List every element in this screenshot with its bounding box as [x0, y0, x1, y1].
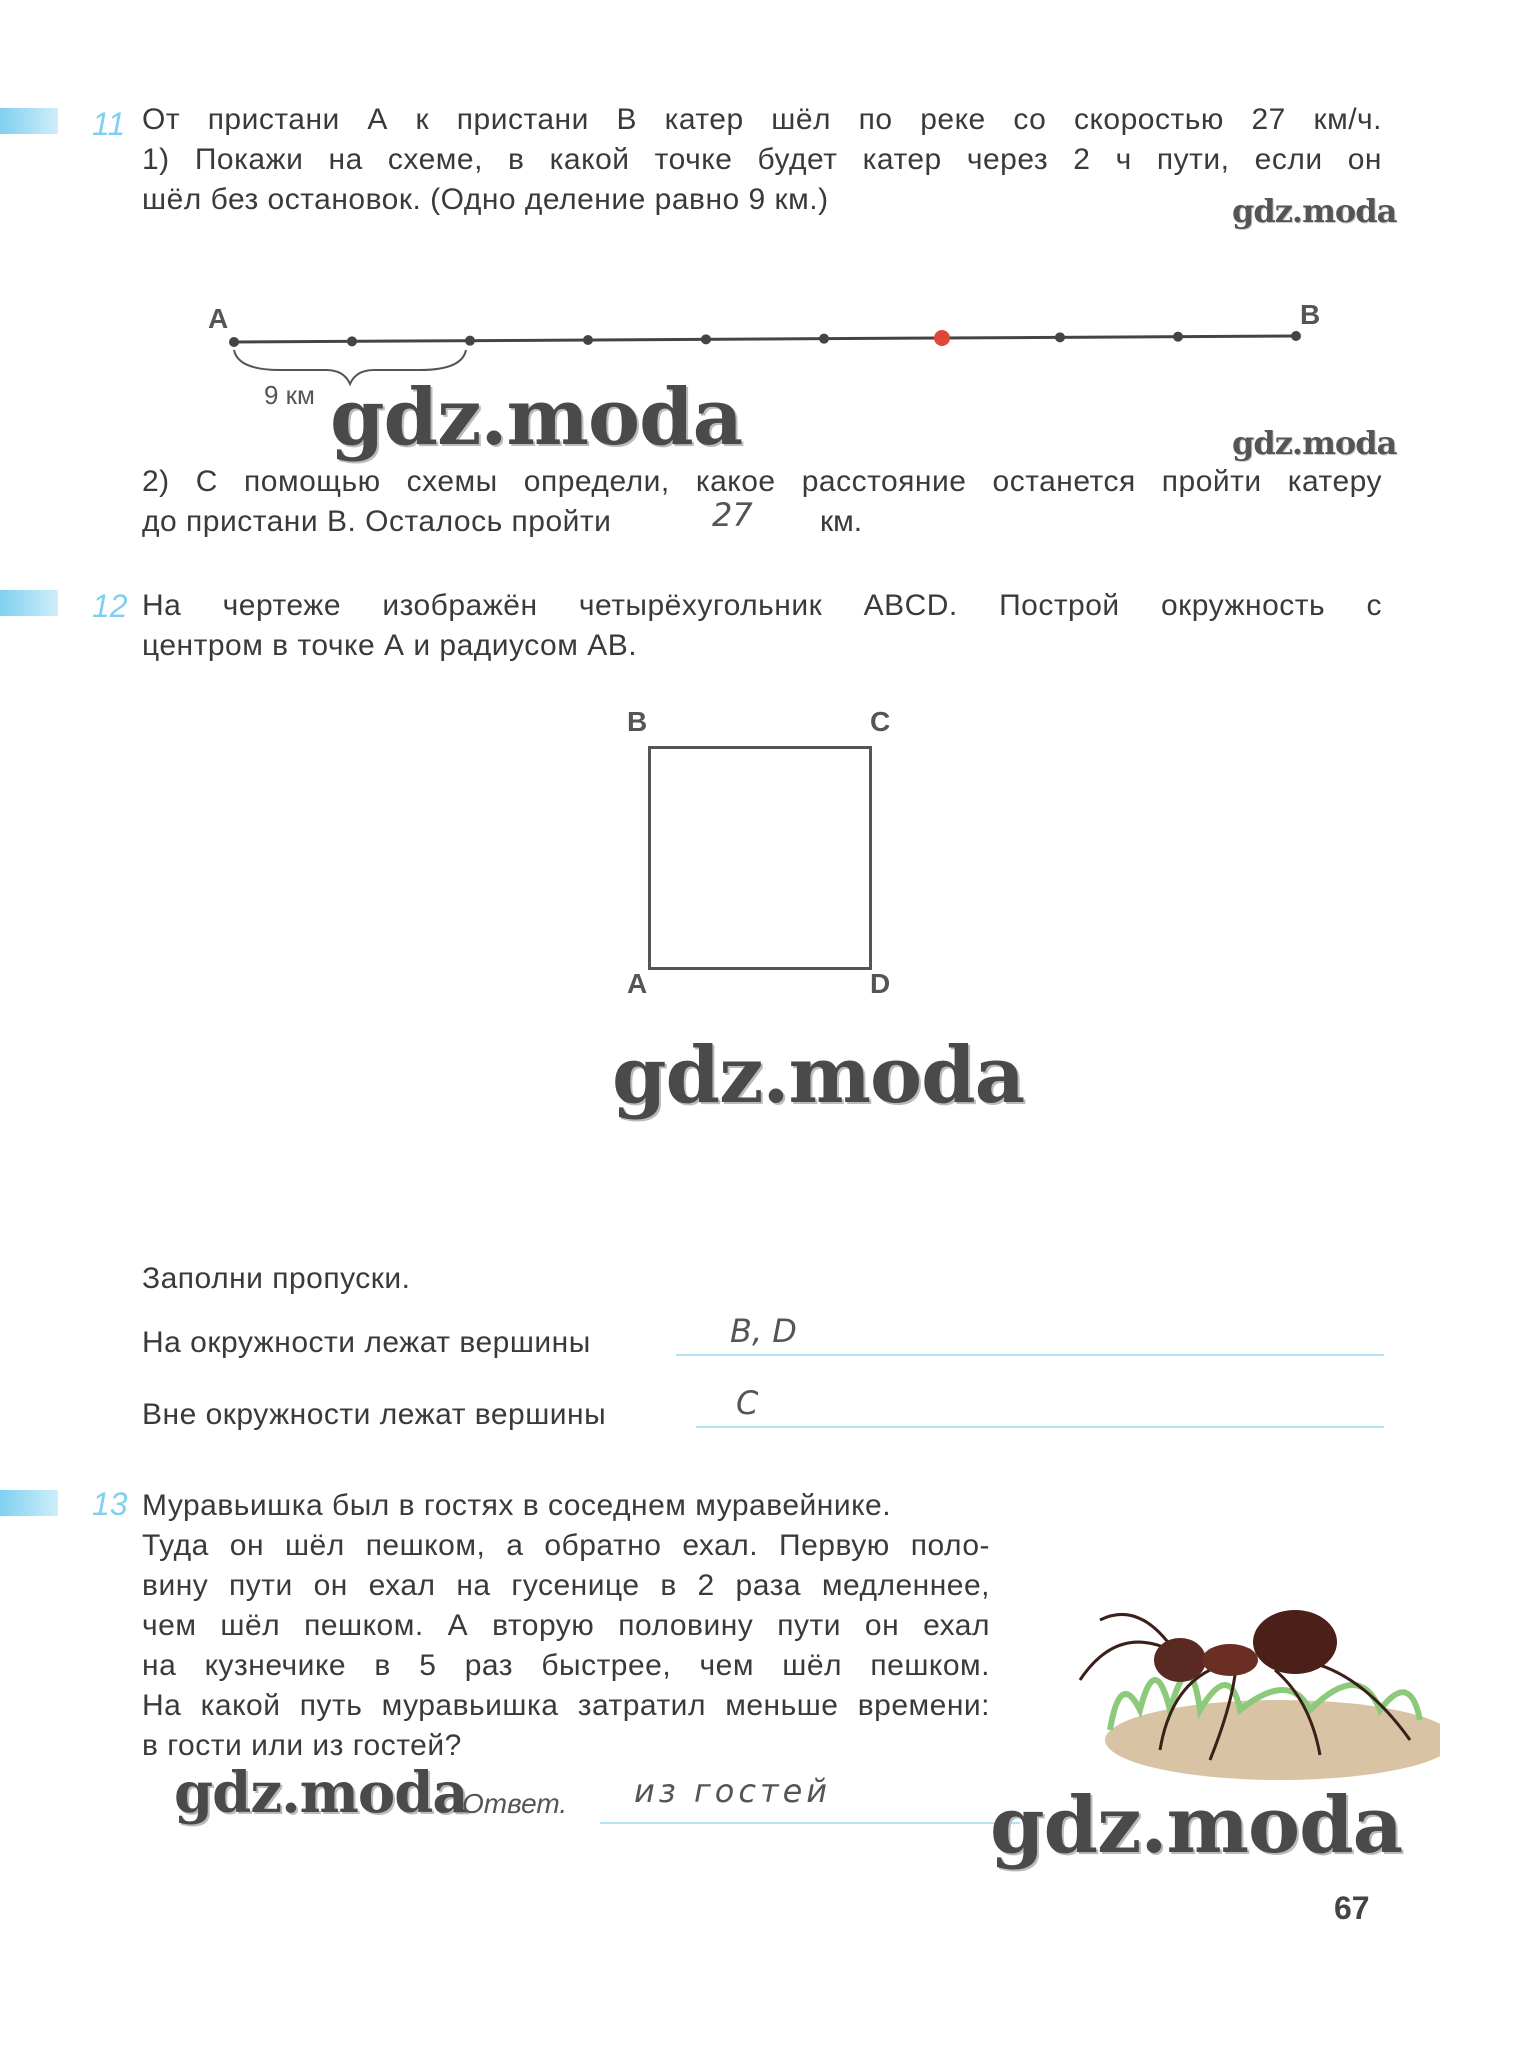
division-point [583, 335, 593, 345]
task-12-line-2: центром в точке А и радиусом АВ. [142, 629, 638, 662]
task-12-number: 12 [92, 588, 128, 624]
task-11-line-3: шёл без остановок. (Одно деление равно 9 км.) [142, 183, 829, 216]
task-13-line-1: Муравьишка был в гостях в соседнем муравейнике. [142, 1489, 892, 1522]
task-11-tab [0, 108, 58, 134]
watermark: gdz.moda [1232, 424, 1397, 462]
vertex-a-label: A [627, 968, 648, 999]
vertex-d-label: D [870, 968, 891, 999]
ant-head [1154, 1638, 1206, 1682]
watermark: gdz.moda [330, 372, 743, 463]
division-label: 9 км [264, 380, 315, 410]
division-point [1173, 332, 1183, 342]
division-point [701, 334, 711, 344]
task-11-line-1: От пристани А к пристани В катер шёл по реке со скоростью 27 км/ч. [142, 103, 1382, 136]
watermark: gdz.moda [1232, 192, 1397, 230]
ground [1105, 1700, 1440, 1780]
vertex-c-label: C [870, 706, 891, 737]
outside-circle-answer: C [736, 1384, 759, 1422]
task-13-line-5: на кузнечике в 5 раз быстрее, чем шёл пешком. [142, 1649, 990, 1682]
task-11-line-2: 1) Покажи на схеме, в какой точке будет катер через 2 ч пути, если он [142, 143, 1382, 176]
ant-answer-line [600, 1822, 1020, 1824]
task-12-line-1: На чертеже изображён четырёхугольник ABCD. Построй окружность с [142, 589, 1382, 622]
task-11-number: 11 [92, 106, 126, 142]
on-circle-answer: B, D [730, 1312, 797, 1350]
task-13-number: 13 [92, 1486, 128, 1522]
task-13-line-7: в гости или из гостей? [142, 1729, 462, 1762]
boat-position-marker [934, 330, 950, 346]
division-point [1291, 331, 1301, 341]
ant-answer: из гостей [634, 1772, 832, 1810]
task-12-tab [0, 590, 58, 616]
point-b-label: B [1300, 299, 1321, 330]
ant-abdomen [1253, 1610, 1337, 1674]
vertex-b-label: B [627, 706, 648, 737]
ant-illustration [1060, 1560, 1440, 1780]
task-13-line-6: На какой путь муравьишка затратил меньше времени: [142, 1689, 990, 1722]
division-point [229, 337, 239, 347]
on-circle-answer-line [676, 1354, 1384, 1356]
fill-gaps-title: Заполни пропуски. [142, 1262, 411, 1295]
task-13-line-2: Туда он шёл пешком, а обратно ехал. Первую поло- [142, 1529, 990, 1562]
division-point [347, 336, 357, 346]
task-13-tab [0, 1490, 58, 1516]
watermark: gdz.moda [174, 1760, 468, 1826]
division-point [1055, 332, 1065, 342]
watermark: gdz.moda [612, 1030, 1025, 1121]
task-13-line-3: вину пути он ехал на гусенице в 2 раза медленнее, [142, 1569, 990, 1602]
quadrilateral-abcd [648, 746, 872, 970]
outside-circle-label: Вне окружности лежат вершины [142, 1398, 607, 1431]
page-number: 67 [1334, 1890, 1370, 1926]
watermark: gdz.moda [990, 1780, 1403, 1871]
outside-circle-answer-line [696, 1426, 1384, 1428]
number-line [234, 336, 1296, 342]
division-point [819, 334, 829, 344]
task-11-part2-line-1: 2) С помощью схемы определи, какое расстояние останется пройти катеру [142, 465, 1382, 498]
answer-label: Ответ. [462, 1788, 568, 1819]
ant-thorax [1202, 1644, 1258, 1676]
on-circle-label: На окружности лежат вершины [142, 1326, 591, 1359]
distance-unit: км. [820, 505, 863, 538]
task-13-line-4: чем шёл пешком. А вторую половину пути он ехал [142, 1609, 990, 1642]
division-point [465, 336, 475, 346]
distance-answer: 27 [712, 496, 753, 534]
point-a-label: A [208, 303, 229, 334]
task-11-part2-line-2: до пристани В. Осталось пройти [142, 505, 612, 538]
